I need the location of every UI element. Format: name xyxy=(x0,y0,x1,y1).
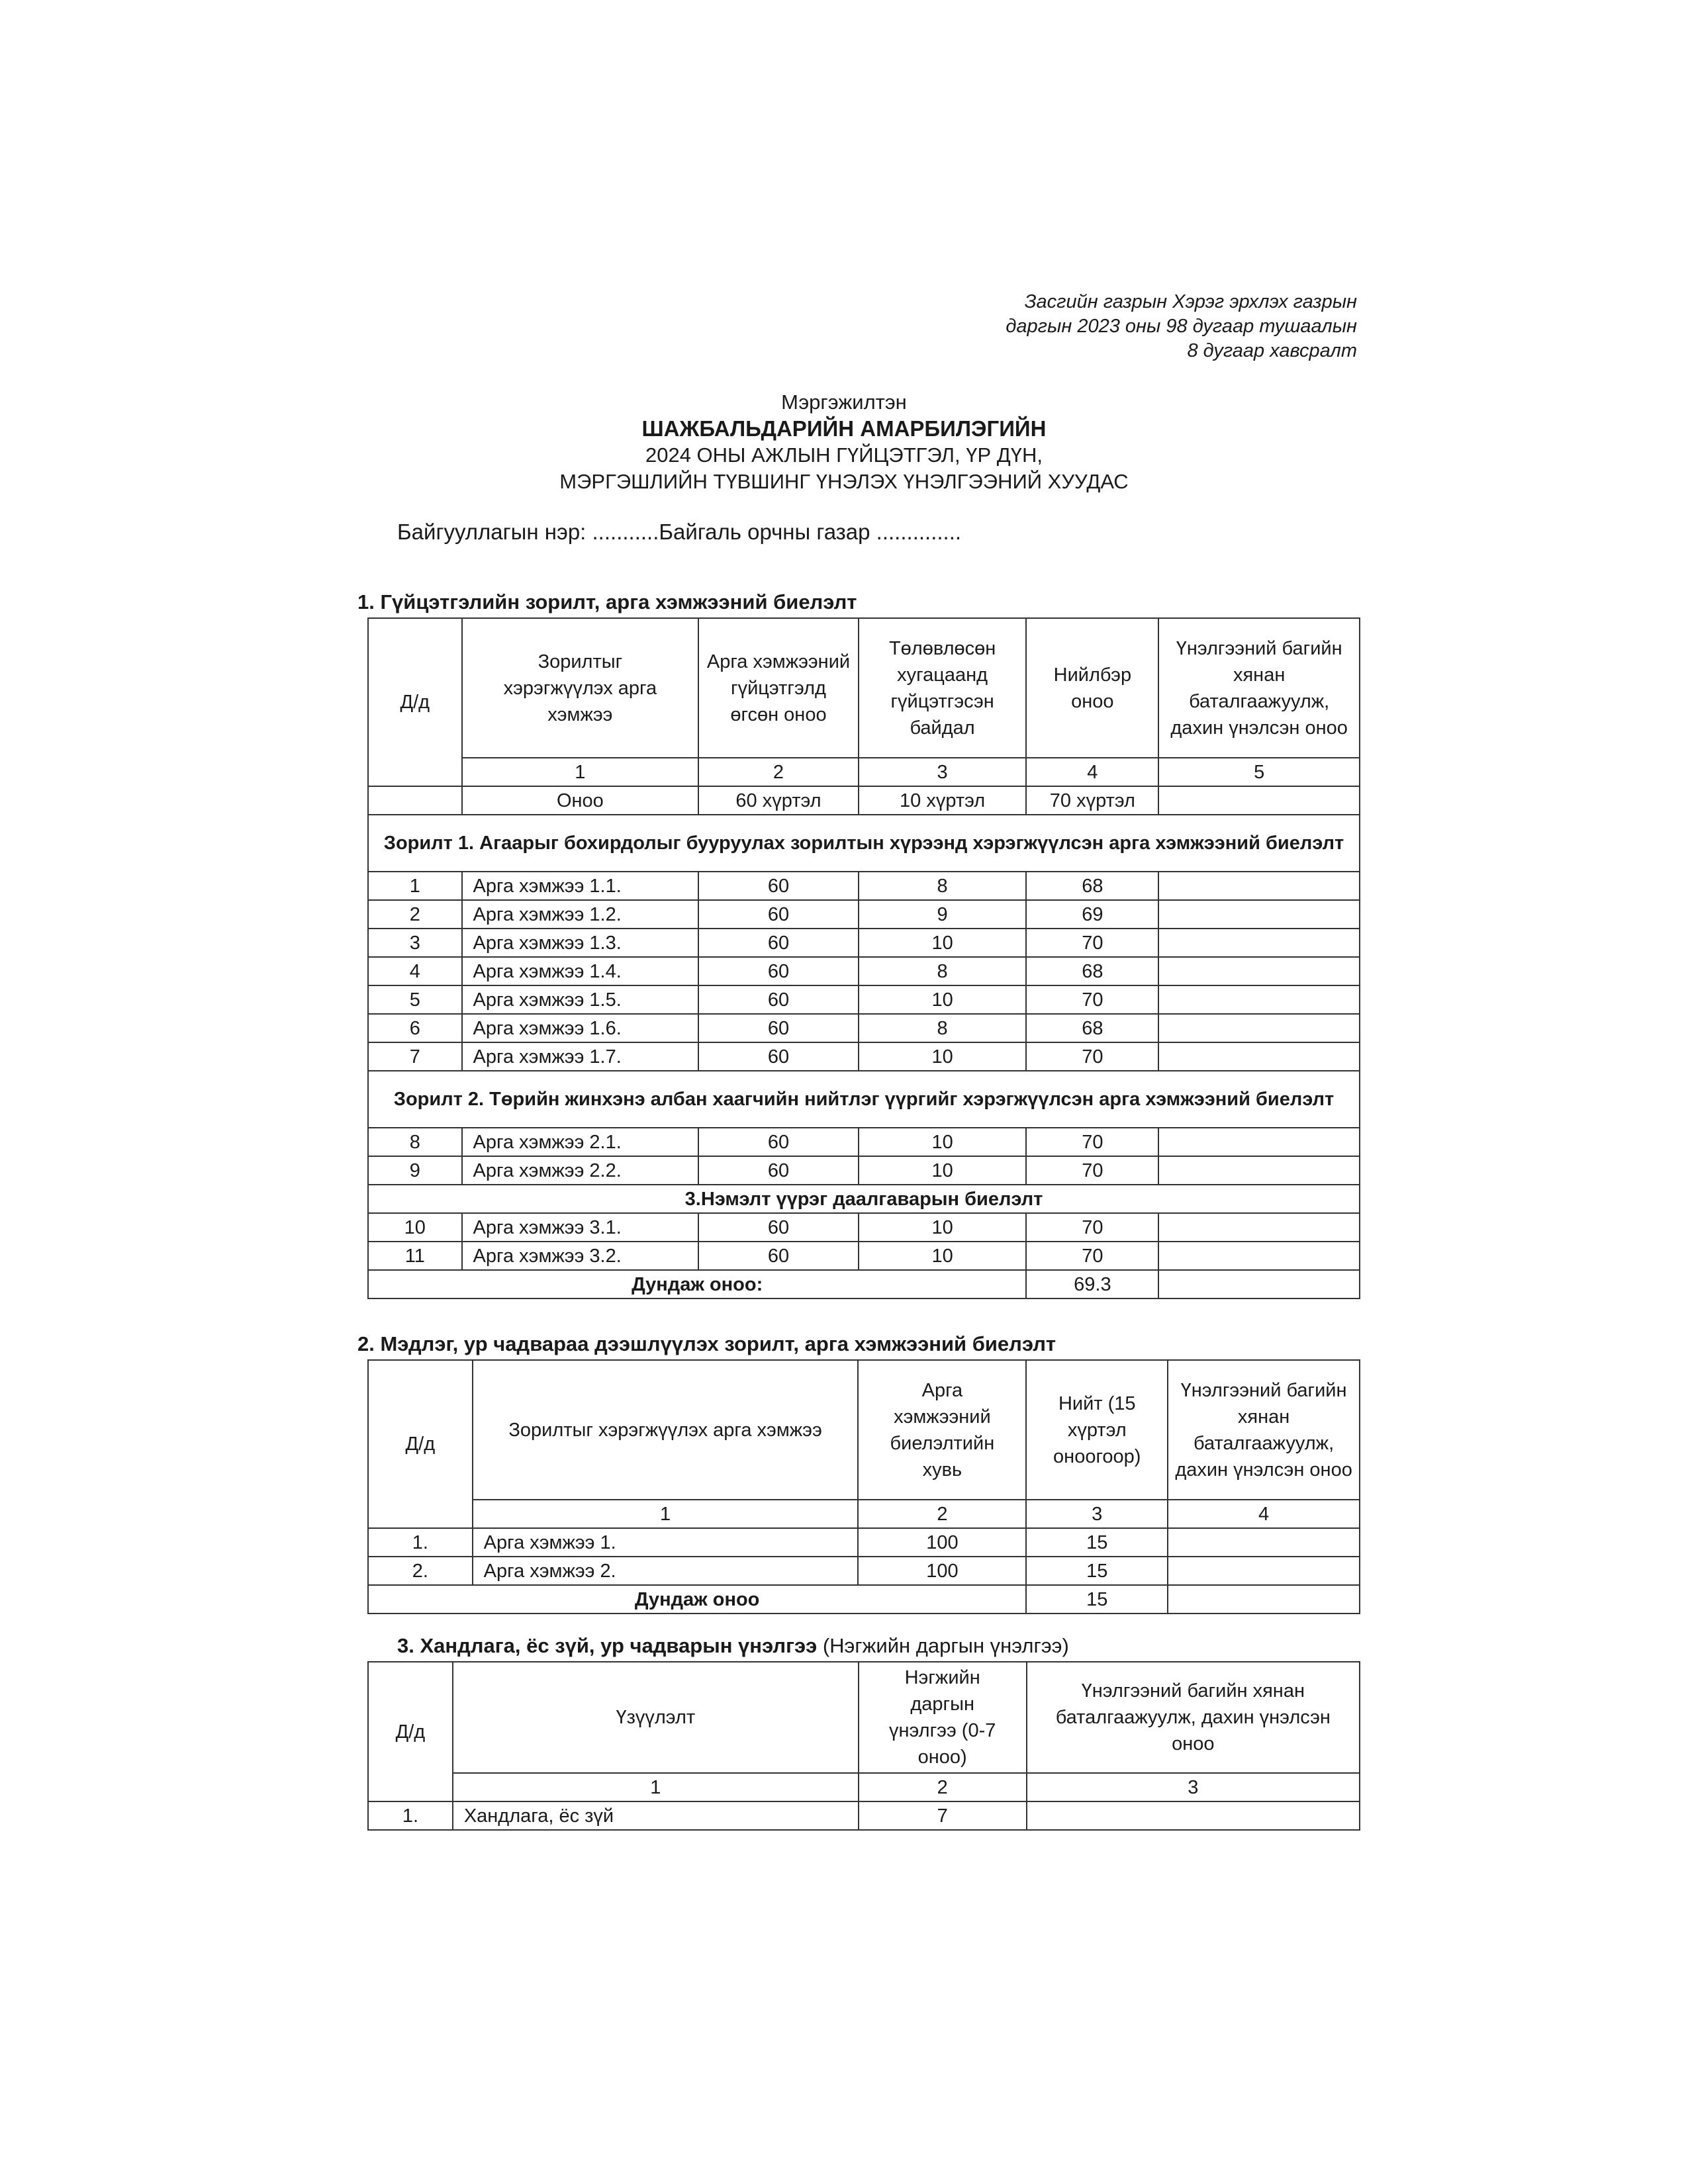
row-score: 60 xyxy=(698,872,859,900)
row-score: 60 xyxy=(698,1128,859,1156)
max-score-row xyxy=(368,786,1360,815)
column-number: 1 xyxy=(453,1773,859,1801)
row-name: Арга хэмжээ 2.2. xyxy=(462,1156,699,1185)
row-score: 60 xyxy=(698,1156,859,1185)
header-col1: Үзүүлэлт xyxy=(453,1662,859,1773)
row-sum: 70 xyxy=(1026,1156,1158,1185)
row-number: 6 xyxy=(368,1014,462,1042)
row-timeliness: 10 xyxy=(859,1242,1027,1270)
header-col1: Зорилтыг хэрэгжүүлэх арга хэмжээ xyxy=(462,618,699,758)
row-number: 1. xyxy=(368,1801,453,1830)
row-percent: 100 xyxy=(858,1528,1026,1557)
table-row xyxy=(368,1801,1360,1830)
goal-row xyxy=(368,1185,1360,1213)
row-name: Арга хэмжээ 1. xyxy=(473,1528,859,1557)
row-sum: 70 xyxy=(1026,985,1158,1014)
table-row xyxy=(368,872,1360,900)
row-score: 60 xyxy=(698,1042,859,1071)
column-number: 2 xyxy=(858,1500,1026,1528)
header-col3: Төлөвлөсөн хугацаанд гүйцэтгэсэн байдал xyxy=(859,618,1027,758)
goal3-title: 3.Нэмэлт үүрэг даалгаварын биелэлт xyxy=(368,1185,1360,1213)
row-timeliness: 8 xyxy=(859,872,1027,900)
row-timeliness: 10 xyxy=(859,985,1027,1014)
header-dd: Д/д xyxy=(368,618,462,786)
row-score: 60 xyxy=(698,957,859,985)
section2-heading: 2. Мэдлэг, ур чадвараа дээшлүүлэх зорилт, арга хэмжээний биелэлт xyxy=(357,1332,1056,1355)
row-name: Арга хэмжээ 1.7. xyxy=(462,1042,699,1071)
table-row xyxy=(368,900,1360,929)
row-reviewed xyxy=(1158,1242,1360,1270)
column-number-row xyxy=(368,1773,1360,1801)
employee-name: ШАЖБАЛЬДАРИЙН АМАРБИЛЭГИЙН xyxy=(641,416,1047,441)
header-dd: Д/д xyxy=(368,1360,473,1528)
row-timeliness: 10 xyxy=(859,1213,1027,1242)
section3-heading-note: (Нэгжийн даргын үнэлгээ) xyxy=(822,1634,1069,1657)
row-reviewed xyxy=(1158,1213,1360,1242)
header-col2: Арга хэмжээний биелэлтийн хувь xyxy=(858,1360,1026,1500)
row-name: Арга хэмжээ 2.1. xyxy=(462,1128,699,1156)
column-number: 1 xyxy=(473,1500,859,1528)
row-number: 11 xyxy=(368,1242,462,1270)
row-timeliness: 10 xyxy=(859,1128,1027,1156)
table-row xyxy=(368,1242,1360,1270)
row-sum: 68 xyxy=(1026,1014,1158,1042)
table-row xyxy=(368,1213,1360,1242)
average-label: Дундаж оноо: xyxy=(368,1270,1026,1298)
appendix-note xyxy=(1006,290,1357,363)
row-timeliness: 10 xyxy=(859,1042,1027,1071)
row-number: 2. xyxy=(368,1557,473,1585)
row-sum: 69 xyxy=(1026,900,1158,929)
header-col3: Үнэлгээний багийн хянан баталгаажуулж, дахин үнэлсэн оноо xyxy=(1027,1662,1360,1773)
row-score: 60 xyxy=(698,985,859,1014)
goal1-rows xyxy=(368,872,1360,1071)
table-header-row xyxy=(368,1662,1360,1773)
row-name: Арга хэмжээ 1.2. xyxy=(462,900,699,929)
row-sum: 70 xyxy=(1026,1213,1158,1242)
row-reviewed xyxy=(1158,1128,1360,1156)
table-row xyxy=(368,1128,1360,1156)
row-number: 7 xyxy=(368,1042,462,1071)
section3-table xyxy=(367,1661,1360,1831)
title-line-2: МЭРГЭШЛИЙН ТҮВШИНГ ҮНЭЛЭХ ҮНЭЛГЭЭНИЙ ХУУДАС xyxy=(559,470,1129,493)
table-row xyxy=(368,1557,1360,1585)
average-label: Дундаж оноо xyxy=(368,1585,1026,1614)
goal-row xyxy=(368,815,1360,872)
header-col4: Үнэлгээний багийн хянан баталгаажуулж, дахин үнэлсэн оноо xyxy=(1168,1360,1360,1500)
row-percent: 100 xyxy=(858,1557,1026,1585)
goal3-rows xyxy=(368,1213,1360,1270)
appendix-note-line: Засгийн газрын Хэрэг эрхлэх газрын xyxy=(1024,291,1357,312)
table-header-row xyxy=(368,1360,1360,1500)
table-row xyxy=(368,1528,1360,1557)
column-number-row xyxy=(368,1500,1360,1528)
row-name: Арга хэмжээ 1.4. xyxy=(462,957,699,985)
row-total: 15 xyxy=(1026,1528,1168,1557)
appendix-note-line: 8 дугаар хавсралт xyxy=(1187,340,1357,361)
average-row xyxy=(368,1270,1360,1298)
average-row xyxy=(368,1585,1360,1614)
header-col2: Арга хэмжээний гүйцэтгэлд өгсөн оноо xyxy=(698,618,859,758)
row-name: Арга хэмжээ 1.6. xyxy=(462,1014,699,1042)
row-sum: 70 xyxy=(1026,1242,1158,1270)
section3-heading-bold: 3. Хандлага, ёс зүй, ур чадварын үнэлгээ xyxy=(397,1634,818,1657)
organization-line: Байгууллагын нэр: ...........Байгаль орчны газар .............. xyxy=(397,520,962,544)
section1-heading: 1. Гүйцэтгэлийн зорилт, арга хэмжээний биелэлт xyxy=(357,590,857,614)
row-total: 15 xyxy=(1026,1557,1168,1585)
row-name: Арга хэмжээ 1.1. xyxy=(462,872,699,900)
row-reviewed xyxy=(1158,1014,1360,1042)
table-row xyxy=(368,1014,1360,1042)
row-sum: 68 xyxy=(1026,957,1158,985)
column-number: 3 xyxy=(1026,1500,1168,1528)
row-name: Арга хэмжээ 1.3. xyxy=(462,929,699,957)
column-number: 3 xyxy=(859,758,1027,786)
row-reviewed xyxy=(1158,1156,1360,1185)
section2-table xyxy=(367,1359,1360,1614)
row-value: 7 xyxy=(859,1801,1027,1830)
row-sum: 70 xyxy=(1026,1042,1158,1071)
row-number: 1 xyxy=(368,872,462,900)
header-col3: Нийт (15 хүртэл оноогоор) xyxy=(1026,1360,1168,1500)
row-timeliness: 10 xyxy=(859,929,1027,957)
row-number: 3 xyxy=(368,929,462,957)
column-number: 4 xyxy=(1168,1500,1360,1528)
average-value: 69.3 xyxy=(1026,1270,1158,1298)
row-reviewed xyxy=(1158,985,1360,1014)
row-name: Арга хэмжээ 1.5. xyxy=(462,985,699,1014)
header-col1: Зорилтыг хэрэгжүүлэх арга хэмжээ xyxy=(473,1360,859,1500)
max-score-label: Оноо xyxy=(462,786,699,815)
max-score-col2: 60 хүртэл xyxy=(698,786,859,815)
row-name: Хандлага, ёс зүй xyxy=(453,1801,859,1830)
row-score: 60 xyxy=(698,1242,859,1270)
row-timeliness: 10 xyxy=(859,1156,1027,1185)
column-number: 1 xyxy=(462,758,699,786)
goal2-rows xyxy=(368,1128,1360,1185)
row-number: 4 xyxy=(368,957,462,985)
column-number: 2 xyxy=(698,758,859,786)
row-score: 60 xyxy=(698,1014,859,1042)
row-name: Арга хэмжээ 2. xyxy=(473,1557,859,1585)
section3-heading xyxy=(397,1634,1069,1658)
row-sum: 70 xyxy=(1026,929,1158,957)
header-col5: Үнэлгээний багийн хянан баталгаажуулж, дахин үнэлсэн оноо xyxy=(1158,618,1360,758)
max-score-col3: 10 хүртэл xyxy=(859,786,1027,815)
row-name: Арга хэмжээ 3.1. xyxy=(462,1213,699,1242)
section1-table xyxy=(367,617,1360,1299)
row-number: 10 xyxy=(368,1213,462,1242)
table-row xyxy=(368,1042,1360,1071)
table-row xyxy=(368,929,1360,957)
row-score: 60 xyxy=(698,1213,859,1242)
goal-row xyxy=(368,1071,1360,1128)
table-header-row xyxy=(368,618,1360,758)
row-sum: 70 xyxy=(1026,1128,1158,1156)
table-row xyxy=(368,957,1360,985)
appendix-note-line: даргын 2023 оны 98 дугаар тушаалын xyxy=(1006,316,1357,337)
row-number: 5 xyxy=(368,985,462,1014)
row-timeliness: 9 xyxy=(859,900,1027,929)
column-number: 4 xyxy=(1026,758,1158,786)
table-row xyxy=(368,985,1360,1014)
row-timeliness: 8 xyxy=(859,957,1027,985)
goal2-title: Зорилт 2. Төрийн жинхэнэ албан хаагчийн нийтлэг үүргийг хэрэгжүүлсэн арга хэмжээний биелэлт xyxy=(368,1071,1360,1128)
row-reviewed xyxy=(1158,929,1360,957)
row-number: 8 xyxy=(368,1128,462,1156)
header-col2: Нэгжийн даргын үнэлгээ (0-7 оноо) xyxy=(859,1662,1027,1773)
row-number: 2 xyxy=(368,900,462,929)
row-score: 60 xyxy=(698,900,859,929)
table-row xyxy=(368,1156,1360,1185)
row-reviewed xyxy=(1158,872,1360,900)
position-title: Мэргэжилтэн xyxy=(781,390,907,414)
goal1-title: Зорилт 1. Агаарыг бохирдолыг бууруулах зорилтын хүрээнд хэрэгжүүлсэн арга хэмжээний биелэлт xyxy=(368,815,1360,872)
row-number: 9 xyxy=(368,1156,462,1185)
title-line-1: 2024 ОНЫ АЖЛЫН ГҮЙЦЭТГЭЛ, ҮР ДҮН, xyxy=(645,443,1043,467)
row-reviewed xyxy=(1158,957,1360,985)
row-number: 1. xyxy=(368,1528,473,1557)
header-dd: Д/д xyxy=(368,1662,453,1801)
column-number-row xyxy=(368,758,1360,786)
column-number: 3 xyxy=(1027,1773,1360,1801)
row-name: Арга хэмжээ 3.2. xyxy=(462,1242,699,1270)
document-title xyxy=(0,389,1688,495)
row-sum: 68 xyxy=(1026,872,1158,900)
column-number: 5 xyxy=(1158,758,1360,786)
max-score-col4: 70 хүртэл xyxy=(1026,786,1158,815)
row-reviewed xyxy=(1158,1042,1360,1071)
row-timeliness: 8 xyxy=(859,1014,1027,1042)
average-value: 15 xyxy=(1026,1585,1168,1614)
row-score: 60 xyxy=(698,929,859,957)
column-number: 2 xyxy=(859,1773,1027,1801)
header-col4: Нийлбэр оноо xyxy=(1026,618,1158,758)
row-reviewed xyxy=(1158,900,1360,929)
